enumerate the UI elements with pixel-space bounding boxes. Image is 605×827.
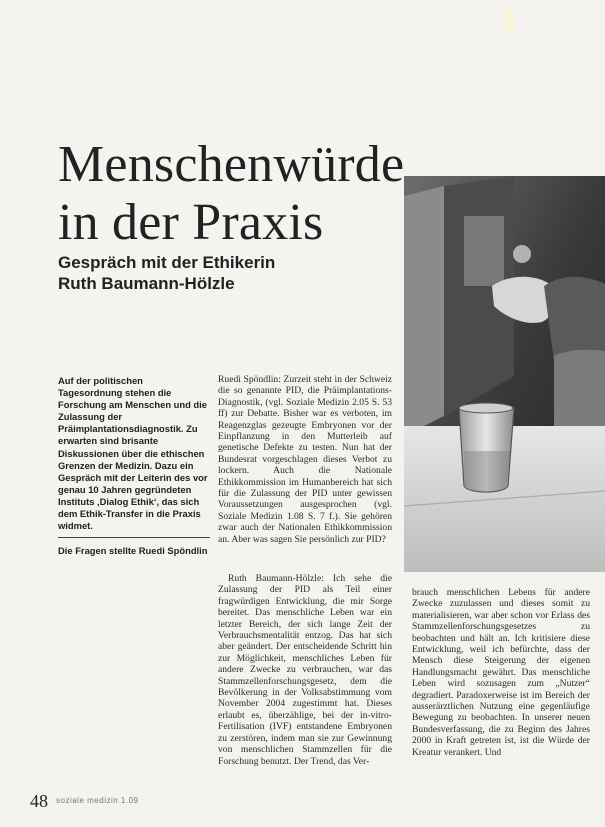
article-lead: Auf der politischen Tagesordnung stehen die Forschung am Menschen und die Zulassung der Präimplantationsdiagnostik. Zu erwarten sind brisante Diskussionen über die ethischen Grenzen der Medizin. Dazu ein Gespräch mit der Leiterin des vor genau 10 Jahren gegründeten Instituts ‚Dialog Ethik‘, das sich dem Ethik-Transfer in die Praxis widmet. (58, 375, 208, 532)
article-byline: Die Fragen stellte Ruedi Spöndlin (58, 545, 208, 556)
subtitle-line-1: Gespräch mit der Ethikerin (58, 253, 276, 272)
article-subtitle (58, 252, 358, 294)
photo-highlight (513, 245, 531, 263)
photo-panel-left (404, 186, 444, 436)
interview-question (218, 374, 392, 545)
title-line-2: in der Praxis (58, 194, 324, 251)
subtitle-line-2: Ruth Baumann-Hölzle (58, 274, 235, 293)
answer-paragraph-2: brauch menschlichen Lebens für andere Zwecke zuzulassen und dieses somit zu materialisieren, war aber schon vor Erlass des Stammzellenforschungsgesetzes zu beobachten und hält an. Ich kritisiere diese Entwicklung, weil ich befürchte, dass der Mensch diese Steigerung der eigenen Handlungsmacht gewährt. Das menschliche Leben wird sozusagen zum „Nutzer“ degradiert. Paradoxerweise ist im Bereich der ausserärztlichen Nutzung eine gegenläufige Bewegung zu beobachten. In unserer neuen Bundesverfassung, die zu Beginn des Jahres 2000 in Kraft getreten ist, ist die Würde der Kreatur verankert. Und (412, 587, 590, 758)
interview-answer-continued (412, 587, 590, 758)
article-title (58, 136, 404, 252)
interview-answer-column (218, 573, 392, 767)
title-line-1: Menschenwürde (58, 136, 405, 193)
photo-hand-glass-icon (404, 176, 605, 572)
scan-marker (503, 10, 515, 32)
answer-paragraph-1: Ruth Baumann-Hölzle: Ich sehe die Zulassung der PID als Teil einer fragwürdigen Entwicklung, die mir Sorge bereitet. Das menschliche Leben war ein letzter Bereich, der sich lange Zeit der Verbrauchsmentalität entzog. Das hat sich aber geändert. Der entscheidende Schritt hin zur Möglichkeit, menschliches Leben für andere Zwecke zu verbrauchen, war das Stammzellenforschungsgesetz, dem die Bevölkerung in der Volksabstimmung vom November 2004 zugestimmt hat. Dieses erlaubt es, überzählige, bei der in-vitro-Fertilisation (IVF) entstandene Embryonen zu zerstören, indem man sie zur Gewinnung von menschlichen Stammzellen für die Forschung benutzt. Der Trend, das Ver- (218, 573, 392, 767)
lead-separator (58, 537, 210, 538)
page-number: 48 (30, 791, 48, 811)
photo-water (464, 451, 510, 492)
photo-glass-rim (459, 403, 513, 413)
question-paragraph: Ruedi Spöndlin: Zurzeit steht in der Schweiz die so genannte PID, die Präimplantations-Diagnostik, (vgl. Soziale Medizin 2.05 S. 53 ff) zur Debatte. Bisher war es verboten, im Reagenzglas gezeugte Embryonen vor der Einpflanzung in den Mutterleib auf genetische Defekte zu testen. Nun hat der Bundesrat vorgeschlagen dieses Verbot zu lockern. Auch die Nationale Ethikkommission im Humanbereich hat sich für die Zulassung der PID unter gewissen Voraussetzungen ausgesprochen (vgl. Soziale Medizin 1.08 S. 7 f.). Sie gehören zwar auch der Nationalen Ethikkommission an. Aber was sagen Sie persönlich zur PID? (218, 374, 392, 545)
photo-reflection (464, 216, 504, 286)
journal-name: soziale medizin 1.09 (56, 796, 139, 805)
